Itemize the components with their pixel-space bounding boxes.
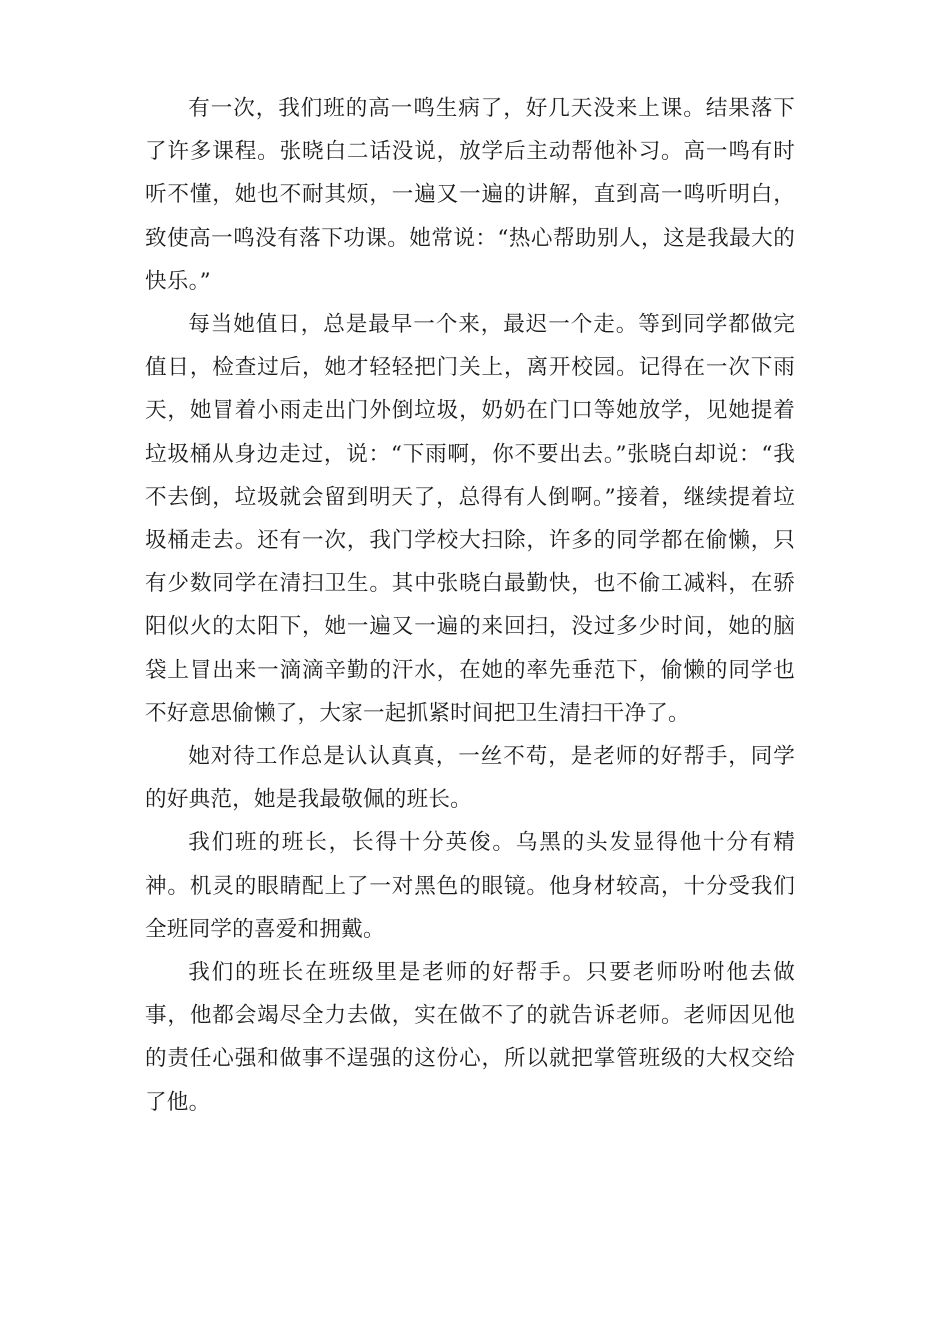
paragraph-2: 每当她值日，总是最早一个来，最迟一个走。等到同学都做完值日，检查过后，她才轻轻把门关上，离开校园。记得在一次下雨天，她冒着小雨走出门外倒垃圾，奶奶在门口等她放学，见她提着垃圾桶从身边走过，说：“下雨啊，你不要出去。”张晓白却说：“我不去倒，垃圾就会留到明天了，总得有人倒啊。”接着，继续提着垃圾桶走去。还有一次，我门学校大扫除，许多的同学都在偷懒，只有少数同学在清扫卫生。其中张晓白最勤快，也不偷工减料，在骄阳似火的太阳下，她一遍又一遍的来回扫，没过多少时间，她的脑袋上冒出来一滴滴辛勤的汗水，在她的率先垂范下，偷懒的同学也不好意思偷懒了，大家一起抓紧时间把卫生清扫干净了。 <box>145 312 795 726</box>
paragraph-1: 有一次，我们班的高一鸣生病了，好几天没来上课。结果落下了许多课程。张晓白二话没说，放学后主动帮他补习。高一鸣有时听不懂，她也不耐其烦，一遍又一遍的讲解，直到高一鸣听明白，致使高一鸣没有落下功课。她常说：“热心帮助别人，这是我最大的快乐。” <box>145 96 795 294</box>
document-body <box>145 87 795 1124</box>
paragraph-5: 我们的班长在班级里是老师的好帮手。只要老师吩咐他去做事，他都会竭尽全力去做，实在做不了的就告诉老师。老师因见他的责任心强和做事不逞强的这份心，所以就把掌管班级的大权交给了他。 <box>145 960 795 1115</box>
paragraph-4: 我们班的班长，长得十分英俊。乌黑的头发显得他十分有精神。机灵的眼睛配上了一对黑色的眼镜。他身材较高，十分受我们全班同学的喜爱和拥戴。 <box>145 830 795 942</box>
paragraph-3: 她对待工作总是认认真真，一丝不苟，是老师的好帮手，同学的好典范，她是我最敬佩的班长。 <box>145 744 795 813</box>
